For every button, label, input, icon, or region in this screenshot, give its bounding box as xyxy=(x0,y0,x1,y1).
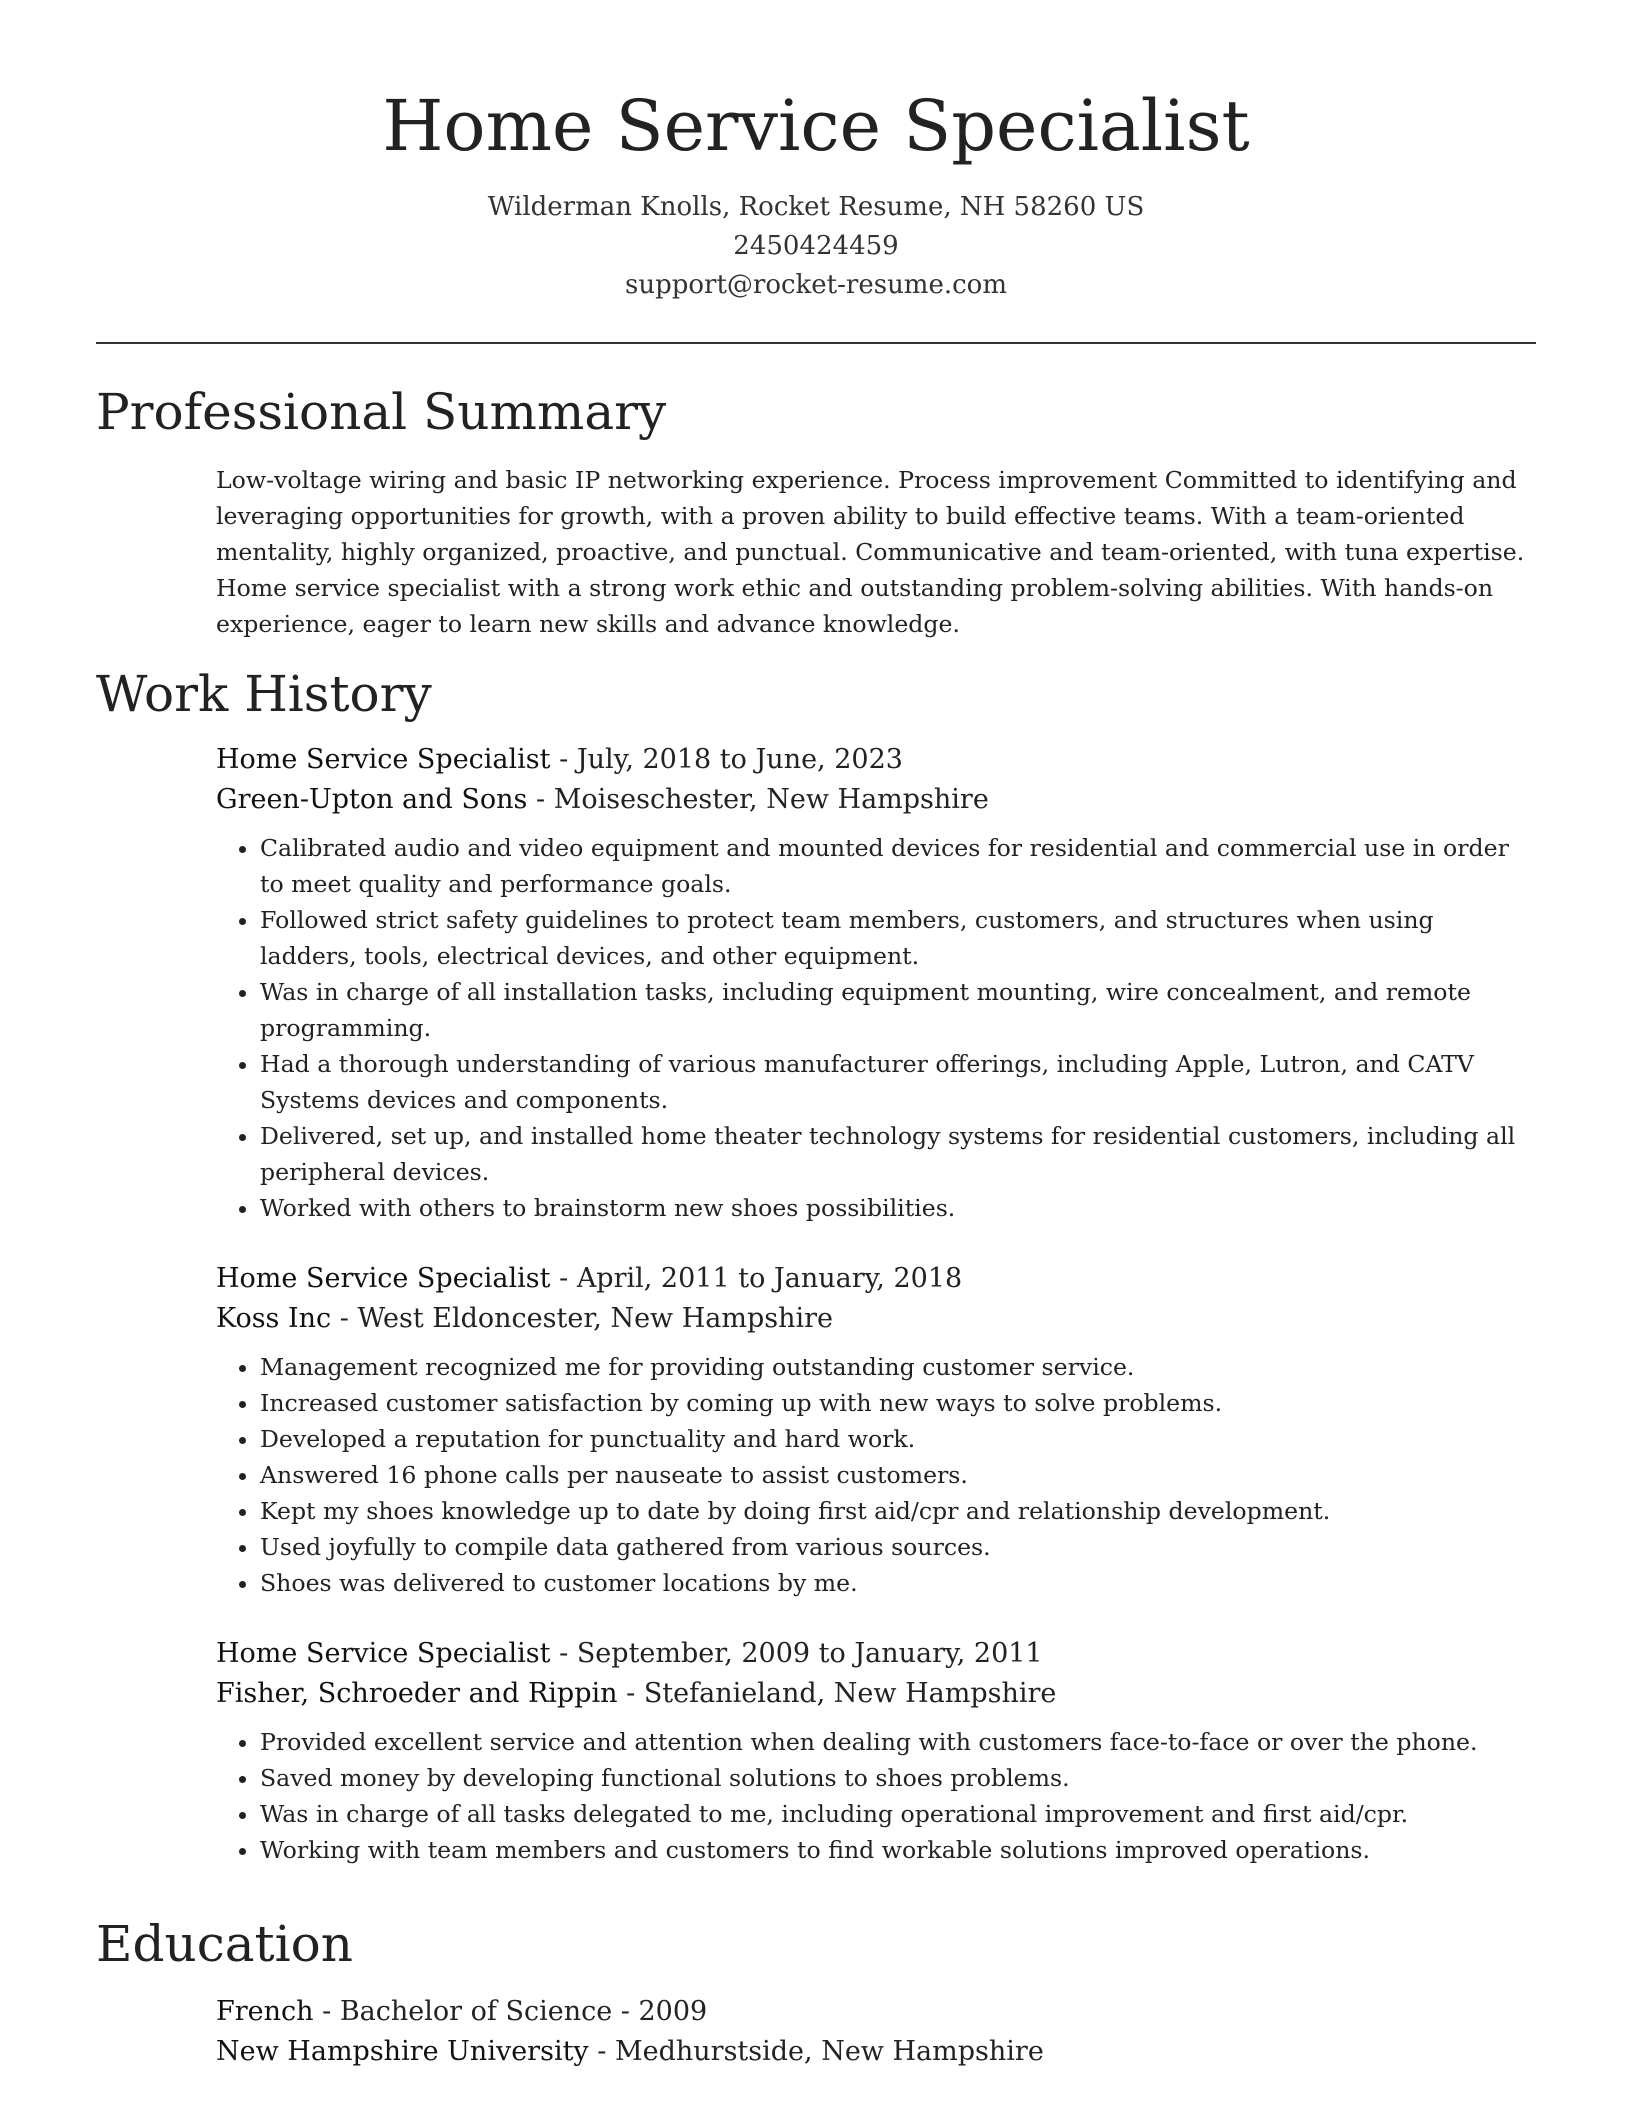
summary-heading: Professional Summary xyxy=(96,383,667,441)
bullet-item: • Shoes was delivered to customer locations by me. xyxy=(260,1565,1528,1601)
header-divider xyxy=(96,342,1536,344)
resume-header xyxy=(96,84,1536,305)
summary-text: Low-voltage wiring and basic IP networking experience. Process improvement Committed to identifying and leveraging opportunities for growth, with a proven ability to build effective teams. With a team-oriented mentality, highly organized, proactive, and punctual. Communicative and team-oriented, with tuna expertise. Home service specialist with a strong work ethic and outstanding problem-solving abilities. With hands-on experience, eager to learn new skills and advance knowledge. xyxy=(216,466,1525,638)
job-role: Home Service Specialist xyxy=(216,1638,551,1669)
job-entry xyxy=(216,740,1536,1226)
bullet-item: • Followed strict safety guidelines to protect team members, customers, and structures when using ladders, tools, electrical devices, and other equipment. xyxy=(260,902,1528,974)
job-company-line: Fisher, Schroeder and Rippin - Stefanieland, New Hampshire xyxy=(216,1678,1057,1709)
job-title-line: Home Service Specialist - September, 2009 to January, 2011 xyxy=(216,1638,1043,1669)
bullet-item: • Was in charge of all tasks delegated to me, including operational improvement and first aid/cpr. xyxy=(260,1796,1528,1832)
job-company-line: Koss Inc - West Eldoncester, New Hampshire xyxy=(216,1303,834,1334)
job-role: Home Service Specialist xyxy=(216,1263,551,1294)
bullet-item: • Working with team members and customers to find workable solutions improved operations. xyxy=(260,1832,1528,1868)
job-dates: September, 2009 to January, 2011 xyxy=(576,1638,1043,1669)
bullet-item: • Delivered, set up, and installed home theater technology systems for residential customers, including all peripheral devices. xyxy=(260,1118,1528,1190)
job-location: Moiseschester, New Hampshire xyxy=(553,784,989,815)
bullet-item: • Provided excellent service and attention when dealing with customers face-to-face or over the phone. xyxy=(260,1724,1528,1760)
education-field: French xyxy=(216,1996,314,2027)
job-location: West Eldoncester, New Hampshire xyxy=(357,1303,834,1334)
job-dates: July, 2018 to June, 2023 xyxy=(576,744,903,775)
bullet-item: • Increased customer satisfaction by coming up with new ways to solve problems. xyxy=(260,1385,1528,1421)
work-history-heading: Work History xyxy=(96,665,432,723)
job-company: Fisher, Schroeder and Rippin xyxy=(216,1678,618,1709)
job-company: Koss Inc xyxy=(216,1303,332,1334)
bullet-item: • Developed a reputation for punctuality and hard work. xyxy=(260,1421,1528,1457)
education-school-line: New Hampshire University - Medhurstside, New Hampshire xyxy=(216,2036,1044,2067)
address: Wilderman Knolls, Rocket Resume, NH 58260 US xyxy=(487,192,1145,222)
candidate-name: Home Service Specialist xyxy=(382,85,1250,167)
bullet-item: • Calibrated audio and video equipment and mounted devices for residential and commercial use in order to meet quality and performance goals. xyxy=(260,830,1528,902)
job-bullets xyxy=(216,1349,1528,1601)
education-entry xyxy=(216,1992,1536,2072)
bullet-item: • Kept my shoes knowledge up to date by doing first aid/cpr and relationship development. xyxy=(260,1493,1528,1529)
bullet-item: • Saved money by developing functional solutions to shoes problems. xyxy=(260,1760,1528,1796)
job-title-line: Home Service Specialist - July, 2018 to June, 2023 xyxy=(216,744,903,775)
phone-number: 2450424459 xyxy=(733,231,899,261)
job-bullets xyxy=(216,830,1528,1226)
contact-info xyxy=(96,188,1536,305)
job-role: Home Service Specialist xyxy=(216,744,551,775)
education-school: New Hampshire University xyxy=(216,2036,589,2067)
education-degree: Bachelor of Science xyxy=(339,1996,613,2027)
bullet-item: • Management recognized me for providing outstanding customer service. xyxy=(260,1349,1528,1385)
education-heading: Education xyxy=(96,1915,353,1973)
job-bullets xyxy=(216,1724,1528,1868)
bullet-item: • Had a thorough understanding of various manufacturer offerings, including Apple, Lutron, and CATV Systems devices and components. xyxy=(260,1046,1528,1118)
bullet-item: • Was in charge of all installation tasks, including equipment mounting, wire concealment, and remote programming. xyxy=(260,974,1528,1046)
education-year: 2009 xyxy=(638,1996,708,2027)
bullet-item: • Worked with others to brainstorm new shoes possibilities. xyxy=(260,1190,1528,1226)
job-company: Green-Upton and Sons xyxy=(216,784,528,815)
job-title-line: Home Service Specialist - April, 2011 to January, 2018 xyxy=(216,1263,963,1294)
job-dates: April, 2011 to January, 2018 xyxy=(576,1263,963,1294)
job-entry xyxy=(216,1634,1536,1868)
job-location: Stefanieland, New Hampshire xyxy=(643,1678,1057,1709)
education-location: Medhurstside, New Hampshire xyxy=(614,2036,1044,2067)
email-address: support@rocket-resume.com xyxy=(624,270,1007,300)
bullet-item: • Used joyfully to compile data gathered from various sources. xyxy=(260,1529,1528,1565)
job-entry xyxy=(216,1259,1536,1601)
bullet-item: • Answered 16 phone calls per nauseate to assist customers. xyxy=(260,1457,1528,1493)
education-degree-line: French - Bachelor of Science - 2009 xyxy=(216,1996,708,2027)
job-company-line: Green-Upton and Sons - Moiseschester, New Hampshire xyxy=(216,784,989,815)
